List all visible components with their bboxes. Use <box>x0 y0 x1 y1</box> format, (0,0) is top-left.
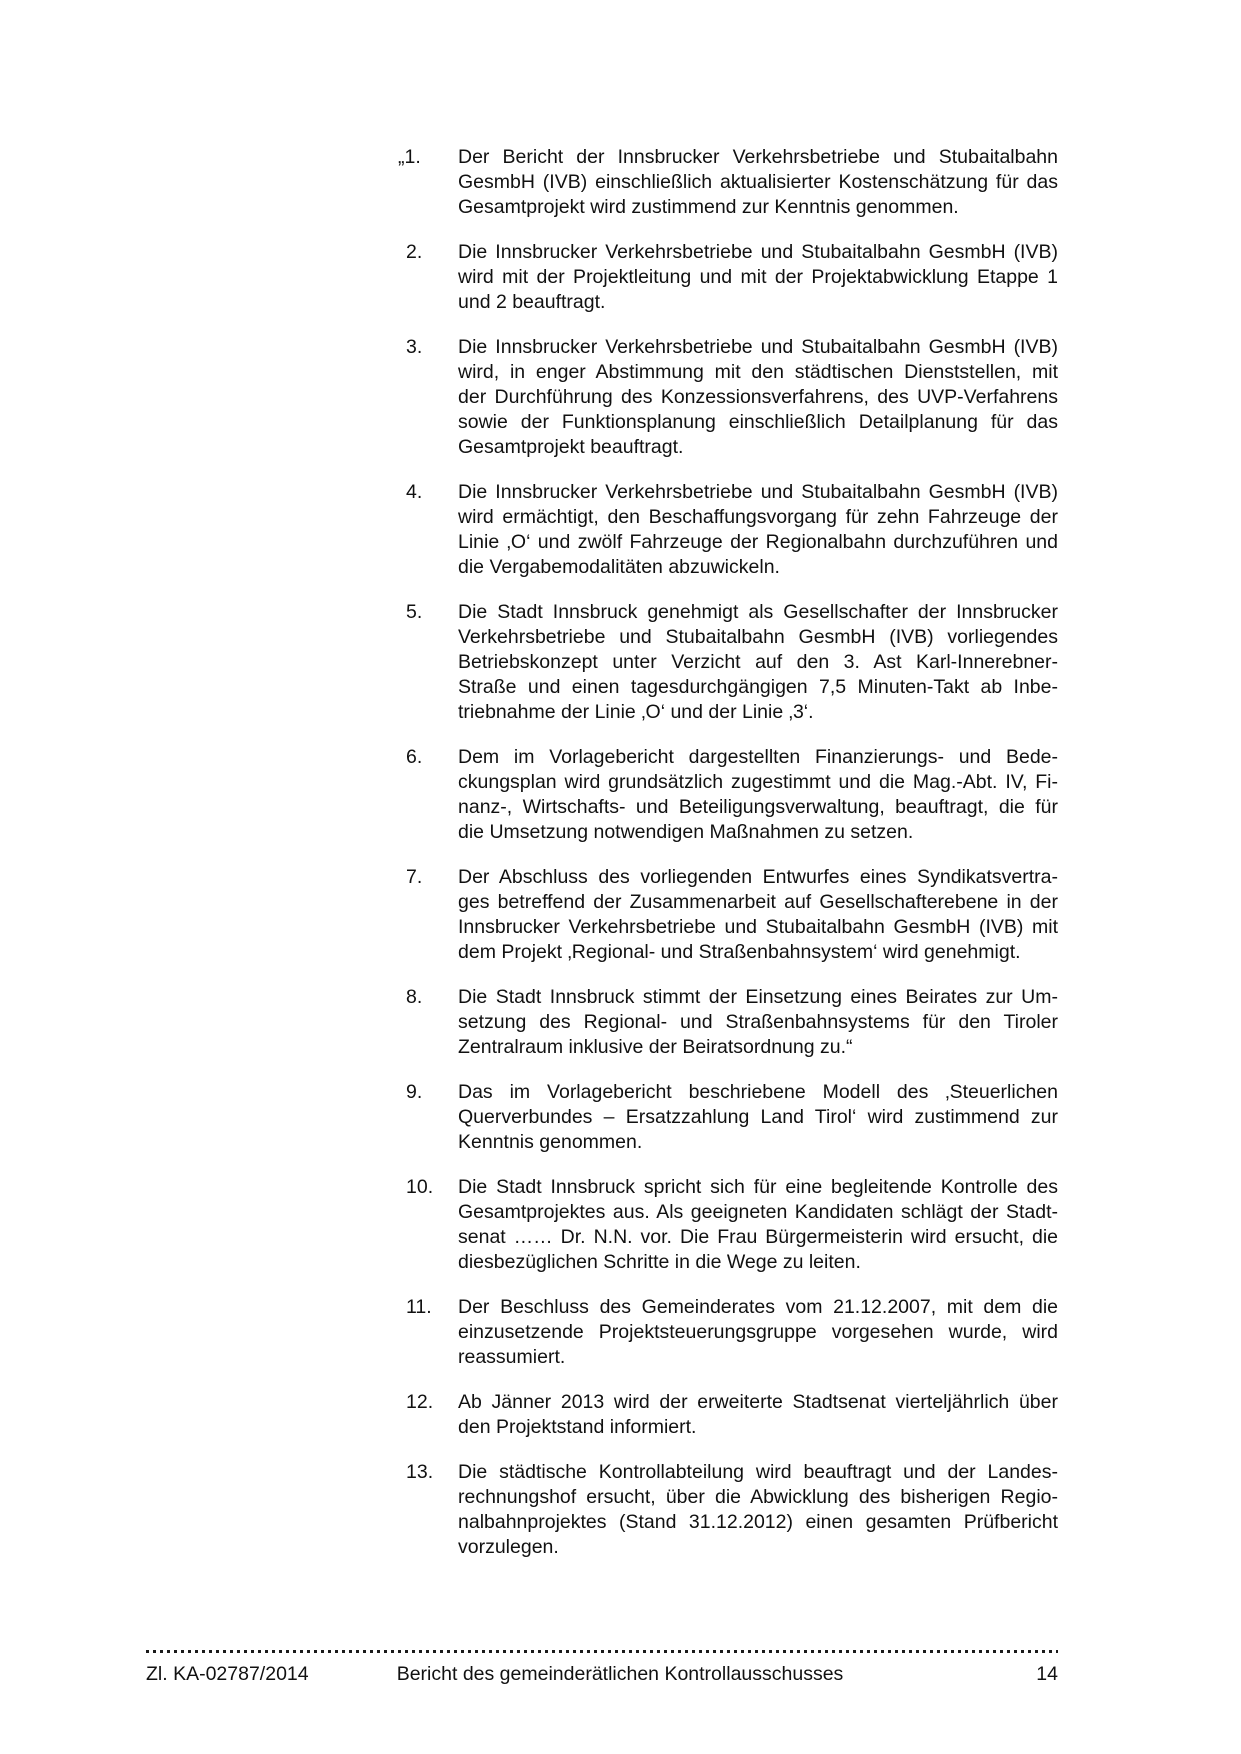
item-text-line: Innsbrucker Verkehrsbetriebe und Stubaitalbahn GesmbH (IVB) mit <box>458 916 1058 938</box>
item-text-line: Kenntnis genommen. <box>458 1131 643 1153</box>
list-item <box>406 1295 1058 1370</box>
item-text-line: vorzulegen. <box>458 1536 559 1558</box>
item-text-line: Der Bericht der Innsbrucker Verkehrsbetriebe und Stubaitalbahn <box>458 146 1058 168</box>
item-text-line: nanz-, Wirtschafts- und Beteiligungsverwaltung, beauftragt, die für <box>458 796 1058 818</box>
item-text-line: Die Stadt Innsbruck spricht sich für eine begleitende Kontrolle des <box>458 1176 1058 1198</box>
item-text <box>458 600 1058 725</box>
item-text <box>458 1460 1058 1560</box>
item-number: „1. <box>398 146 421 168</box>
item-text-line: wird ermächtigt, den Beschaffungsvorgang für zehn Fahrzeuge der <box>458 506 1058 528</box>
item-number: 12. <box>406 1391 434 1413</box>
item-text-line: Betriebskonzept unter Verzicht auf den 3. Ast Karl-Innerebner- <box>458 651 1058 673</box>
list-item <box>406 745 1058 845</box>
item-text-line: Gesamtprojekt wird zustimmend zur Kenntnis genommen. <box>458 196 959 218</box>
item-text-line: rechnungshof ersucht, über die Abwicklung des bisherigen Regio- <box>458 1486 1058 1508</box>
item-number: 4. <box>406 481 423 503</box>
item-text-line: diesbezüglichen Schritte in die Wege zu leiten. <box>458 1251 861 1273</box>
item-text-line: wird, in enger Abstimmung mit den städtischen Dienststellen, mit <box>458 361 1058 383</box>
item-text-line: sowie der Funktionsplanung einschließlich Detailplanung für das <box>458 411 1058 433</box>
item-text <box>458 745 1058 845</box>
resolution-list <box>398 145 1058 1580</box>
item-text <box>458 1080 1058 1155</box>
item-text-line: Querverbundes – Ersatzzahlung Land Tirol‘ wird zustimmend zur <box>458 1106 1058 1128</box>
item-number: 11. <box>406 1296 432 1318</box>
item-number: 7. <box>406 866 423 888</box>
footer-page-number: 14 <box>1036 1663 1058 1685</box>
item-text <box>458 1175 1058 1275</box>
item-text-line: Dem im Vorlagebericht dargestellten Finanzierungs- und Bede- <box>458 746 1058 768</box>
item-number: 2. <box>406 241 423 263</box>
list-item <box>406 865 1058 965</box>
item-text-line: setzung des Regional- und Straßenbahnsystems für den Tiroler <box>458 1011 1058 1033</box>
item-text <box>458 865 1058 965</box>
item-text-line: Gesamtprojektes aus. Als geeigneten Kandidaten schlägt der Stadt- <box>458 1201 1058 1223</box>
item-number: 6. <box>406 746 423 768</box>
item-text-line: den Projektstand informiert. <box>458 1416 697 1438</box>
item-text-line: Die Innsbrucker Verkehrsbetriebe und Stubaitalbahn GesmbH (IVB) <box>458 336 1058 358</box>
item-text <box>458 1390 1058 1440</box>
list-item <box>406 1175 1058 1275</box>
item-text-line: der Durchführung des Konzessionsverfahrens, des UVP-Verfahrens <box>458 386 1058 408</box>
item-text <box>458 985 1058 1060</box>
item-text-line: und 2 beauftragt. <box>458 291 606 313</box>
item-number: 10. <box>406 1176 434 1198</box>
item-text-line: ckungsplan wird grundsätzlich zugestimmt und die Mag.-Abt. IV, Fi- <box>458 771 1058 793</box>
item-text-line: Ab Jänner 2013 wird der erweiterte Stadtsenat vierteljährlich über <box>458 1391 1058 1413</box>
list-item <box>406 600 1058 725</box>
list-item <box>406 240 1058 315</box>
list-item <box>398 145 1058 220</box>
item-number: 5. <box>406 601 423 623</box>
item-text-line: Verkehrsbetriebe und Stubaitalbahn GesmbH (IVB) vorliegendes <box>458 626 1058 648</box>
item-text-line: senat …… Dr. N.N. vor. Die Frau Bürgermeisterin wird ersucht, die <box>458 1226 1058 1248</box>
item-text-line: Der Beschluss des Gemeinderates vom 21.12.2007, mit dem die <box>458 1296 1058 1318</box>
item-text-line: Straße und einen tagesdurchgängigen 7,5 Minuten-Takt ab Inbe- <box>458 676 1058 698</box>
list-item <box>406 1080 1058 1155</box>
item-text-line: Linie ‚O‘ und zwölf Fahrzeuge der Regionalbahn durchzuführen und <box>458 531 1058 553</box>
item-text-line: die Umsetzung notwendigen Maßnahmen zu setzen. <box>458 821 914 843</box>
item-text <box>458 240 1058 315</box>
item-text-line: dem Projekt ‚Regional- und Straßenbahnsystem‘ wird genehmigt. <box>458 941 1021 963</box>
item-text-line: Die Stadt Innsbruck stimmt der Einsetzung eines Beirates zur Um- <box>458 986 1058 1008</box>
item-text-line: die Vergabemodalitäten abzuwickeln. <box>458 556 780 578</box>
item-number: 8. <box>406 986 423 1008</box>
item-text-line: Die städtische Kontrollabteilung wird beauftragt und der Landes- <box>458 1461 1058 1483</box>
list-item <box>406 1390 1058 1440</box>
item-text-line: GesmbH (IVB) einschließlich aktualisierter Kostenschätzung für das <box>458 171 1058 193</box>
item-text-line: ges betreffend der Zusammenarbeit auf Gesellschafterebene in der <box>458 891 1058 913</box>
item-text-line: triebnahme der Linie ‚O‘ und der Linie ‚3‘. <box>458 701 814 723</box>
item-text <box>458 480 1058 580</box>
item-text-line: wird mit der Projektleitung und mit der Projektabwicklung Etappe 1 <box>458 266 1058 288</box>
list-item <box>406 335 1058 460</box>
item-text-line: Die Innsbrucker Verkehrsbetriebe und Stubaitalbahn GesmbH (IVB) <box>458 481 1058 503</box>
item-text-line: Gesamtprojekt beauftragt. <box>458 436 684 458</box>
item-text-line: Der Abschluss des vorliegenden Entwurfes eines Syndikatsvertra- <box>458 866 1058 888</box>
footer-title: Bericht des gemeinderätlichen Kontrollausschusses <box>396 1663 844 1685</box>
list-item <box>406 480 1058 580</box>
item-text-line: Das im Vorlagebericht beschriebene Modell des ‚Steuerlichen <box>458 1081 1058 1103</box>
item-number: 13. <box>406 1461 434 1483</box>
list-item <box>406 1460 1058 1560</box>
footer-reference: Zl. KA-02787/2014 <box>146 1663 309 1685</box>
footer-divider <box>146 1650 1058 1653</box>
item-text-line: Zentralraum inklusive der Beiratsordnung zu.“ <box>458 1036 853 1058</box>
item-text-line: einzusetzende Projektsteuerungsgruppe vorgesehen wurde, wird <box>458 1321 1058 1343</box>
item-text <box>458 145 1058 220</box>
item-number: 9. <box>406 1081 423 1103</box>
item-number: 3. <box>406 336 423 358</box>
item-text-line: Die Stadt Innsbruck genehmigt als Gesellschafter der Innsbrucker <box>458 601 1058 623</box>
item-text-line: Die Innsbrucker Verkehrsbetriebe und Stubaitalbahn GesmbH (IVB) <box>458 241 1058 263</box>
item-text-line: reassumiert. <box>458 1346 566 1368</box>
item-text <box>458 335 1058 460</box>
item-text <box>458 1295 1058 1370</box>
item-text-line: nalbahnprojektes (Stand 31.12.2012) einen gesamten Prüfbericht <box>458 1511 1058 1533</box>
list-item <box>406 985 1058 1060</box>
page-footer <box>0 1662 1241 1690</box>
